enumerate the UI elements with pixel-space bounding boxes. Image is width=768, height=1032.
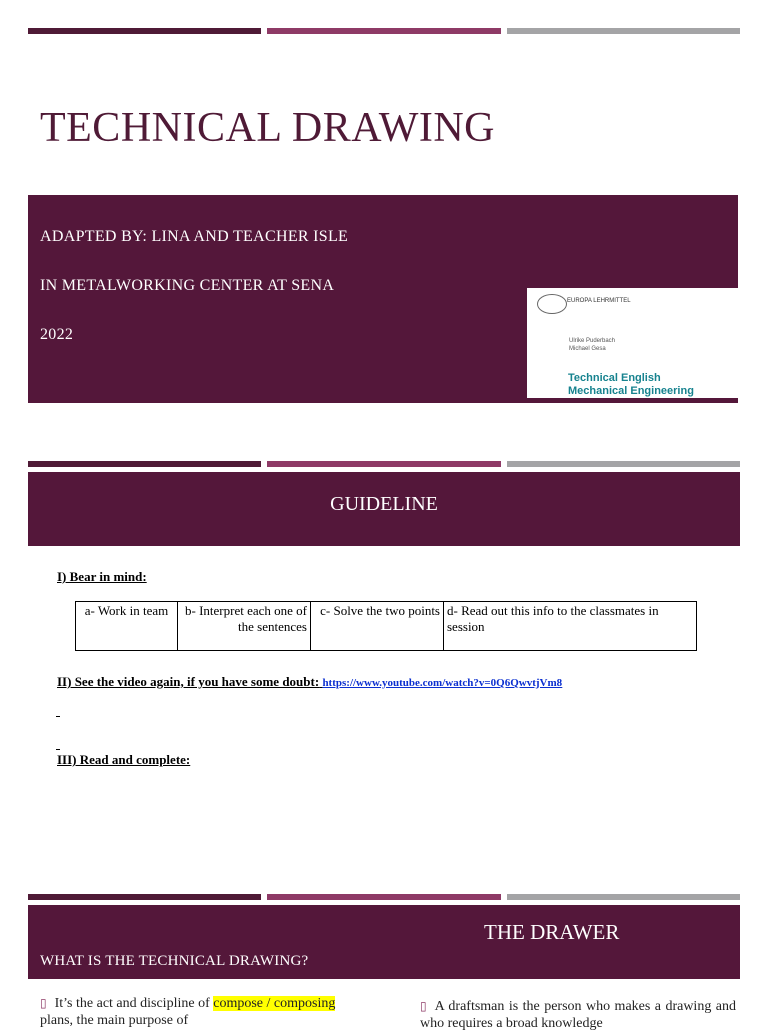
drawer-band [28,905,740,979]
stray-mark [56,749,60,750]
list-item-text: It’s the act and discipline of [54,996,214,1011]
bullet-icon: ▯ [40,996,47,1010]
year-text: 2022 [40,326,74,343]
book-author: Michael Gesa [569,346,606,352]
stray-mark [56,716,60,717]
top-accent-bars [28,894,740,900]
section-heading [57,674,562,690]
list-item [420,998,736,1032]
book-title-line: Mechanical Engineering [568,385,694,397]
subtitle-band [28,195,738,403]
slide-title: TECHNICAL DRAWING [40,105,496,151]
video-link[interactable]: https://www.youtube.com/watch?v=0Q6QwvtjVm8 [322,677,563,689]
table-cell: a- Work in team [76,602,178,651]
what-is-heading: WHAT IS THE TECHNICAL DRAWING? [40,953,309,969]
book-cover-image [527,288,738,398]
highlighted-text: compose / composing [213,996,336,1011]
table-row [76,602,697,651]
section-heading: I) Bear in mind: [57,569,147,584]
top-accent-bars [28,461,740,467]
book-title-line: Technical English [568,372,661,384]
accent-bar [507,461,740,467]
bullet-icon: ▯ [420,999,427,1013]
drawer-heading: THE DRAWER [484,920,620,944]
publisher-seal-icon [537,294,567,314]
list-item-text: plans, the main purpose of [40,1013,189,1028]
list-item-text: A draftsman is the person who makes a drawing and who requires a broad knowledge [420,999,736,1031]
accent-bar [267,28,500,34]
publisher-logo: EUROPA LEHRMITTEL [567,298,631,304]
section-heading: III) Read and complete: [57,752,191,767]
adapted-by-text: ADAPTED BY: LINA AND TEACHER ISLE [40,228,349,245]
table-cell: c- Solve the two points [311,602,444,651]
guideline-band [28,472,740,546]
accent-bar [28,894,261,900]
top-accent-bars [28,28,740,34]
guideline-table [75,601,697,651]
guideline-heading: GUIDELINE [330,493,438,515]
accent-bar [507,894,740,900]
accent-bar [267,461,500,467]
table-cell: b- Interpret each one of the sentences [178,602,311,651]
book-author: Ulrike Puderbach [569,338,616,344]
center-text: IN METALWORKING CENTER AT SENA [40,277,335,294]
section-heading-text: II) See the video again, if you have some doubt: [57,674,320,689]
accent-bar [28,461,261,467]
table-cell: d- Read out this info to the classmates in session [444,602,697,651]
accent-bar [507,28,740,34]
accent-bar [267,894,500,900]
accent-bar [28,28,261,34]
